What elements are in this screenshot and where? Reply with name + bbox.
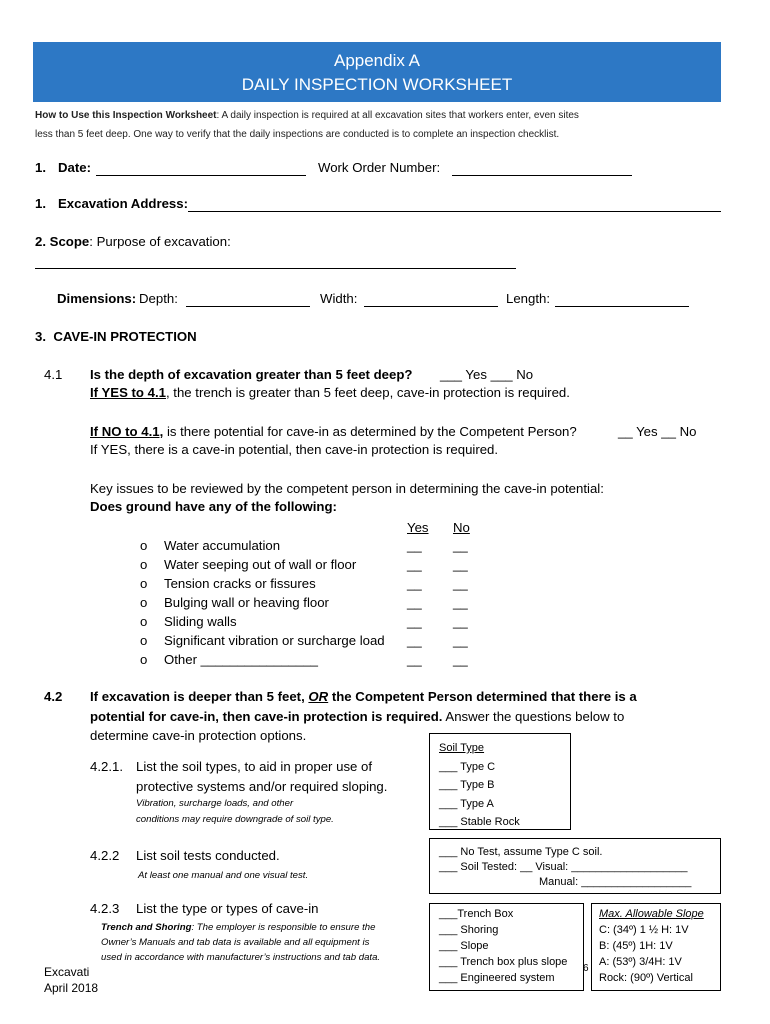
- condition-label: Sliding walls: [164, 614, 237, 629]
- s422-note: At least one manual and one visual test.: [138, 870, 309, 881]
- s42-line-2: [90, 709, 624, 724]
- s41-if-yes-2: If YES, there is a cave-in potential, then cave-in protection is required.: [90, 442, 499, 457]
- scope-text: : Purpose of excavation:: [89, 234, 231, 249]
- condition-yes-blank[interactable]: __: [407, 614, 422, 629]
- cavein-number: 3.: [35, 329, 46, 344]
- protection-type-box: [429, 903, 584, 991]
- s41-number: 4.1: [44, 367, 63, 382]
- max-slope-box: [591, 903, 721, 991]
- depth-label: Depth:: [139, 291, 178, 306]
- column-no-header: No: [453, 520, 470, 535]
- page-number-fragment: 6: [583, 963, 589, 974]
- s42-p2: potential for cave-in, then cave-in protection is required.: [90, 709, 443, 724]
- title-banner: [33, 42, 721, 102]
- s42-line-3: determine cave-in protection options.: [90, 728, 307, 743]
- condition-yes-blank[interactable]: __: [407, 652, 422, 667]
- s42-line-1: [90, 689, 637, 704]
- soil-test-box: [429, 838, 721, 894]
- soil-type-title: Soil Type: [439, 742, 485, 754]
- condition-bullet: o: [140, 633, 148, 648]
- excavation-number: 1.: [35, 196, 46, 211]
- condition-label: Significant vibration or surcharge load: [164, 633, 385, 648]
- slope-option[interactable]: ___ Slope: [439, 940, 489, 952]
- soil-type-box: [429, 733, 571, 830]
- soil-type-stable-rock[interactable]: ___ Stable Rock: [439, 816, 520, 828]
- dimensions-label: Dimensions:: [57, 291, 137, 306]
- worksheet-title: DAILY INSPECTION WORKSHEET: [241, 75, 513, 94]
- date-label: Date:: [58, 160, 91, 175]
- condition-no-blank[interactable]: __: [453, 538, 468, 553]
- s423-note-label: Trench and Shoring: [101, 922, 192, 933]
- condition-label: Water seeping out of wall or floor: [164, 557, 357, 572]
- s423-note-1: [101, 920, 375, 935]
- s423-note-3: used in accordance with manufacturer’s instructions and tab data.: [101, 952, 381, 963]
- date-field[interactable]: [96, 175, 306, 176]
- no-test-option[interactable]: ___ No Test, assume Type C soil.: [439, 846, 603, 858]
- condition-label: Tension cracks or fissures: [164, 576, 316, 591]
- condition-no-blank[interactable]: __: [453, 595, 468, 610]
- length-field[interactable]: [555, 306, 689, 307]
- s421-note-1: Vibration, surcharge loads, and other: [136, 798, 294, 809]
- intro-line-2: less than 5 feet deep. One way to verify that the daily inspections are conducted is to complete an inspection checklist.: [35, 129, 560, 140]
- s41-if-no-label: If NO to 4.1,: [90, 424, 164, 439]
- s41-yes-no[interactable]: ___ Yes ___ No: [440, 367, 534, 382]
- s42-p1b: the Competent Person determined that there is a: [328, 689, 637, 704]
- s42-or: OR: [308, 689, 329, 704]
- does-ground-text: Does ground have any of the following:: [90, 499, 337, 514]
- footer-doc-name: Excavati: [44, 965, 90, 979]
- footer-date: April 2018: [44, 981, 99, 995]
- condition-bullet: o: [140, 576, 148, 591]
- shoring-option[interactable]: ___ Shoring: [439, 924, 499, 936]
- work-order-field[interactable]: [452, 175, 632, 176]
- scope-label: Scope: [49, 234, 90, 249]
- s41-if-no: [90, 424, 577, 439]
- condition-yes-blank[interactable]: __: [407, 633, 422, 648]
- appendix-label: Appendix A: [333, 51, 420, 70]
- excavation-address-label: Excavation Address:: [58, 196, 188, 211]
- work-order-label: Work Order Number:: [318, 160, 441, 175]
- s42-p1: If excavation is deeper than 5 feet,: [90, 689, 309, 704]
- s421-note-2: conditions may require downgrade of soil type.: [136, 814, 334, 825]
- trench-box-option[interactable]: ___Trench Box: [439, 908, 514, 920]
- s422-number: 4.2.2: [90, 848, 120, 863]
- condition-bullet: o: [140, 652, 148, 667]
- s41-if-no-yes-no[interactable]: __ Yes __ No: [618, 424, 697, 439]
- excavation-address-field[interactable]: [188, 211, 721, 212]
- column-yes-header: Yes: [407, 520, 429, 535]
- condition-label: Other ________________: [164, 652, 318, 667]
- intro-label: How to Use this Inspection Worksheet: [35, 110, 217, 121]
- scope-field[interactable]: [35, 268, 516, 269]
- s41-if-no-text: is there potential for cave-in as determined by the Competent Person?: [163, 424, 577, 439]
- soil-type-a[interactable]: ___ Type A: [439, 797, 494, 810]
- condition-yes-blank[interactable]: __: [407, 595, 422, 610]
- s41-if-yes-label: If YES to 4.1: [90, 385, 166, 400]
- slope-type-c: C: (34º) 1 ½ H: 1V: [599, 924, 689, 936]
- length-label: Length:: [506, 291, 550, 306]
- condition-yes-blank[interactable]: __: [407, 538, 422, 553]
- condition-bullet: o: [140, 595, 148, 610]
- condition-bullet: o: [140, 538, 148, 553]
- slope-rock: Rock: (90º) Vertical: [599, 972, 693, 984]
- cavein-label: CAVE-IN PROTECTION: [53, 329, 197, 344]
- s42-p2b: Answer the questions below to: [442, 709, 625, 724]
- s423-number: 4.2.3: [90, 901, 120, 916]
- width-field[interactable]: [364, 306, 498, 307]
- condition-label: Bulging wall or heaving floor: [164, 595, 329, 610]
- scope-number: 2.: [35, 234, 46, 249]
- condition-no-blank[interactable]: __: [453, 652, 468, 667]
- cavein-heading: [35, 329, 197, 344]
- width-label: Width:: [320, 291, 358, 306]
- s421-line-1: List the soil types, to aid in proper use of: [136, 759, 373, 774]
- s41-question: Is the depth of excavation greater than 5 feet deep?: [90, 367, 413, 382]
- scope-row: [35, 234, 231, 249]
- depth-field[interactable]: [186, 306, 310, 307]
- condition-bullet: o: [140, 614, 148, 629]
- key-issues-text: Key issues to be reviewed by the competent person in determining the cave-in potential:: [90, 481, 604, 496]
- condition-bullet: o: [140, 557, 148, 572]
- soil-type-b[interactable]: ___ Type B: [439, 779, 495, 791]
- s423-text: List the type or types of cave-in: [136, 901, 319, 916]
- condition-yes-blank[interactable]: __: [407, 557, 422, 572]
- s423-note-2: Owner’s Manuals and tab data is available and all equipment is: [101, 937, 370, 948]
- s422-text: List soil tests conducted.: [136, 848, 280, 863]
- max-slope-title: Max. Allowable Slope: [599, 908, 704, 920]
- item1-number: 1.: [35, 160, 46, 175]
- slope-type-b: B: (45º) 1H: 1V: [599, 940, 673, 952]
- soil-tested-option[interactable]: ___ Soil Tested: __ Visual: ___________________: [439, 861, 688, 873]
- manual-test-field[interactable]: Manual: __________________: [539, 876, 692, 888]
- condition-no-blank[interactable]: __: [453, 576, 468, 591]
- intro-line-1: [35, 110, 579, 121]
- condition-no-blank[interactable]: __: [453, 614, 468, 629]
- trench-box-plus-slope-option[interactable]: ___ Trench box plus slope: [439, 956, 568, 968]
- s421-number: 4.2.1.: [90, 759, 123, 774]
- s42-number: 4.2: [44, 689, 63, 704]
- soil-type-c[interactable]: ___ Type C: [439, 760, 496, 773]
- condition-label: Water accumulation: [164, 538, 281, 553]
- slope-type-a: A: (53º) 3/4H: 1V: [599, 956, 682, 968]
- engineered-system-option[interactable]: ___ Engineered system: [439, 972, 555, 984]
- s421-line-2: protective systems and/or required sloping.: [136, 779, 388, 794]
- intro-text-1: : A daily inspection is required at all excavation sites that workers enter, even sites: [216, 110, 579, 121]
- s41-if-yes-text: , the trench is greater than 5 feet deep, cave-in protection is required.: [165, 385, 570, 400]
- condition-yes-blank[interactable]: __: [407, 576, 422, 591]
- condition-no-blank[interactable]: __: [453, 633, 468, 648]
- s423-note-text-1: : The employer is responsible to ensure the: [191, 922, 376, 933]
- condition-no-blank[interactable]: __: [453, 557, 468, 572]
- s41-if-yes: [90, 385, 570, 400]
